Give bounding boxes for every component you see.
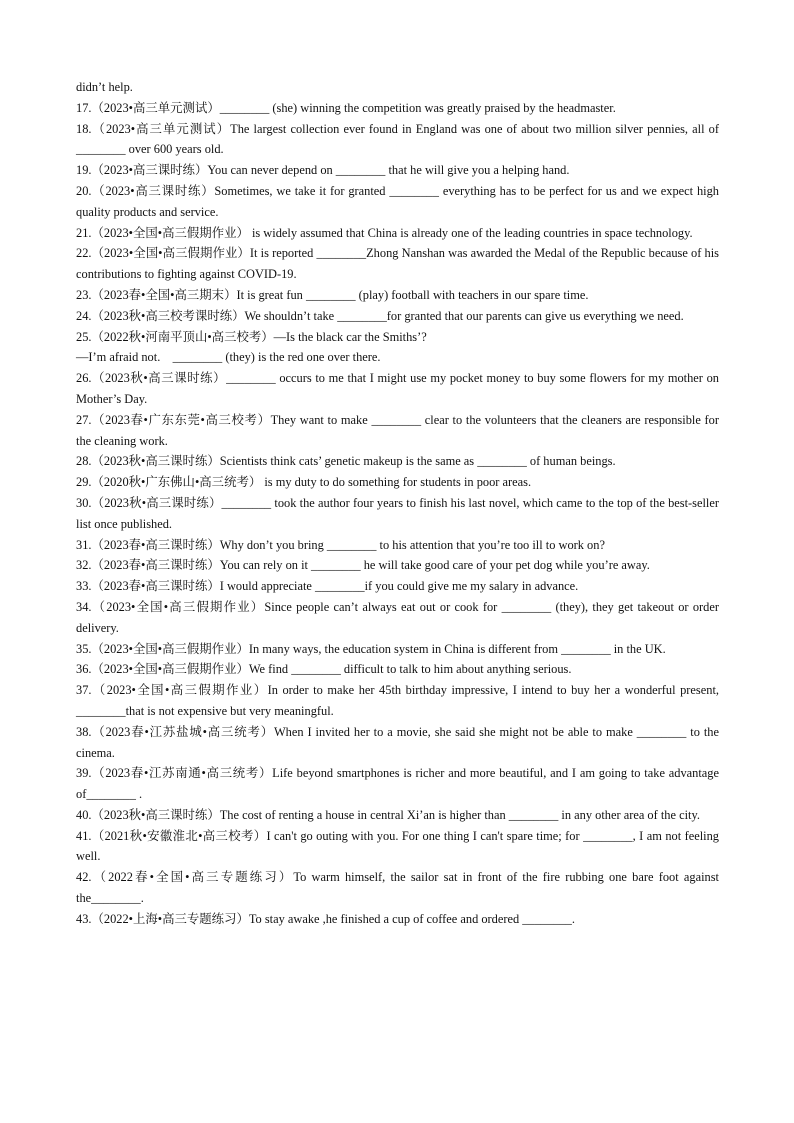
question-32: 32.（2023春•高三课时练）You can rely on it ________ he will take good care of your pet dog while you’re away. bbox=[76, 558, 650, 573]
question-39: 39.（2023春•江苏南通•高三统考）Life beyond smartphones is richer and more beautiful, and I am going to take advantage of________ . bbox=[76, 766, 723, 802]
question-27: 27.（2023春•广东东莞•高三校考）They want to make ________ clear to the volunteers that the cleaners are responsible for the cleaning work. bbox=[76, 412, 723, 448]
question-38: 38.（2023春•江苏盐城•高三统考）When I invited her to a movie, she said she might not be able to make ________ to the cinema. bbox=[76, 724, 723, 760]
question-19: 19.（2023•高三课时练）You can never depend on ________ that he will give you a helping hand. bbox=[76, 163, 570, 178]
text-line-continuation: didn’t help. bbox=[76, 80, 133, 94]
document-page bbox=[76, 77, 723, 930]
question-43: 43.（2022•上海•高三专题练习）To stay awake ,he finished a cup of coffee and ordered ________. bbox=[76, 911, 575, 926]
question-25-answer: —I’m afraid not. ________ (they) is the red one over there. bbox=[76, 350, 381, 365]
question-37: 37.（2023•全国•高三假期作业）In order to make her 45th birthday impressive, I intend to buy her a wonderful present, ________that is not expensive but very meaningful. bbox=[76, 683, 723, 718]
question-21: 21.（2023•全国•高三假期作业） is widely assumed that China is already one of the leading countries in space technology. bbox=[76, 225, 693, 240]
question-31: 31.（2023春•高三课时练）Why don’t you bring ________ to his attention that you’re too ill to work on? bbox=[76, 537, 605, 552]
question-18: 18.（2023•高三单元测试）The largest collection ever found in England was one of about two million silver pennies, all of ________ over 600 years old. bbox=[76, 121, 723, 157]
question-28: 28.（2023秋•高三课时练）Scientists think cats’ genetic makeup is the same as ________ of human beings. bbox=[76, 454, 616, 469]
question-29: 29.（2020秋•广东佛山•高三统考） is my duty to do something for students in poor areas. bbox=[76, 475, 532, 490]
question-26: 26.（2023秋•高三课时练）________ occurs to me that I might use my pocket money to buy some flowers for my mother on Mother’s Day. bbox=[76, 371, 723, 406]
question-20: 20.（2023•高三课时练）Sometimes, we take it for granted ________ everything has to be perfect for us and we expect high quality products and service. bbox=[76, 183, 723, 219]
question-25: 25.（2022秋•河南平顶山•高三校考）—Is the black car the Smiths’? bbox=[76, 329, 427, 344]
question-35: 35.（2023•全国•高三假期作业）In many ways, the education system in China is different from ________ in the UK. bbox=[76, 641, 666, 656]
question-40: 40.（2023秋•高三课时练）The cost of renting a house in central Xi’an is higher than ________ in any other area of the city. bbox=[76, 807, 700, 822]
question-23: 23.（2023春•全国•高三期末）It is great fun ________ (play) football with teachers in our spare time. bbox=[76, 287, 589, 302]
question-22: 22.（2023•全国•高三假期作业）It is reported ________Zhong Nanshan was awarded the Medal of the Republic because of his contributions to fighting against COVID-19. bbox=[76, 246, 723, 282]
question-33: 33.（2023春•高三课时练）I would appreciate ________if you could give me my salary in advance. bbox=[76, 579, 579, 594]
question-30: 30.（2023秋•高三课时练）________ took the author four years to finish his last novel, which came to the top of the best-seller list once published. bbox=[76, 495, 723, 531]
question-24: 24.（2023秋•高三校考课时练）We shouldn’t take ________for granted that our parents can give us everything we need. bbox=[76, 308, 684, 323]
question-41: 41.（2021秋•安徽淮北•高三校考）I can't go outing with you. For one thing I can't spare time; for ________, I am not feeling well. bbox=[76, 828, 723, 864]
question-42: 42.（2022春•全国•高三专题练习）To warm himself, the sailor sat in front of the fire rubbing one bare foot against the________. bbox=[76, 870, 723, 906]
question-17: 17.（2023•高三单元测试）________ (she) winning the competition was greatly praised by the headmaster. bbox=[76, 100, 616, 115]
question-34: 34.（2023•全国•高三假期作业）Since people can’t always eat out or cook for ________ (they), they get takeout or order delivery. bbox=[76, 599, 723, 635]
question-36: 36.（2023•全国•高三假期作业）We find ________ difficult to talk to him about anything serious. bbox=[76, 662, 572, 677]
